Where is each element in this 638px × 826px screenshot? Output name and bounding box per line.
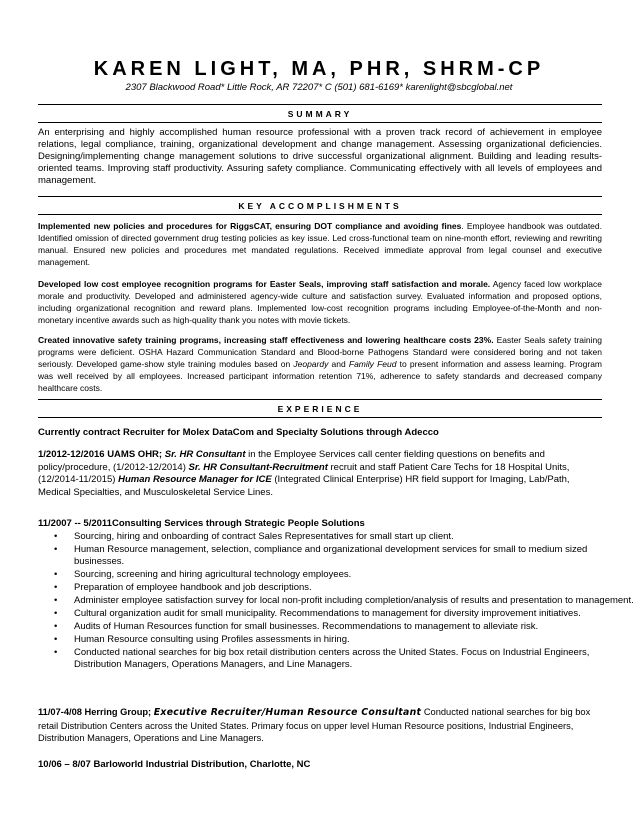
accomplishment-italic: Family Feud (348, 359, 397, 369)
accomplishment-text: Agency faced low workplace morale and productivity. Developed and administered agency-wide culture and satisfaction survey. Evaluated information and proposed options, including organizational recognition and reward plans. Implemented low-cost recognition programs including Employee-of-the-Month and non-monetary incentive awards such as high-quality thank you notes with movie tickets. (38, 279, 602, 325)
uams-entry (38, 449, 602, 499)
list-item: • Sourcing, screening and hiring agricultural technology employees. (74, 569, 634, 581)
accomplishment-text: to present information and assess learning. Program was well received by all employees. Increased participant information retention 71%, adherence to safety standards and decreased company healthcare costs. (38, 359, 603, 393)
uams-text-1: in the Employee Services call center fielding questions on benefits and policy/procedure, (1/2012-12/2014) (38, 449, 545, 473)
consulting-bullet-list (38, 531, 634, 672)
accomplishment-text: and (328, 359, 349, 369)
accomplishment-title: Implemented new policies and procedures for RiggsCAT, ensuring DOT compliance and avoiding fines (38, 221, 462, 231)
candidate-name: KAREN LIGHT, MA, PHR, SHRM-CP (93, 58, 545, 80)
accomplishment-item (38, 278, 602, 326)
summary-heading: SUMMARY (287, 109, 353, 119)
list-item: • Sourcing, hiring and onboarding of contract Sales Representatives for small start up client. (74, 531, 634, 543)
herring-title: Executive Recruiter/Human Resource Consultant (153, 707, 422, 718)
consulting-header: 11/2007 -- 5/2011Consulting Services through Strategic People Solutions (38, 518, 365, 529)
accomplishment-title: Developed low cost employee recognition programs for Easter Seals, improving staff satisfaction and morale. (38, 279, 491, 289)
summary-text: An enterprising and highly accomplished human resource professional with a proven track record of achievement in employee relations, legal compliance, training, organizational development and change management. Assessing organizational deficiencies. Designing/implementing change management solutions to drive successful organizational alignment. Building and leading results-oriented teams. Improving staff productivity. Assuring safety compliance. Communicating effectively with all levels of employees and management. (38, 127, 602, 186)
list-item: • Administer employee satisfaction survey for local non-profit including completion/analysis of results and presentation to management. (74, 595, 634, 607)
summary-rule-top (38, 104, 602, 105)
list-item: • Conducted national searches for big box retail distribution centers across the United States. Focus on Industrial Engineers, Distribution Managers, Operations Managers, and Line Managers. (74, 647, 634, 671)
summary-rule-bottom (38, 122, 602, 123)
list-item: • Preparation of employee handbook and job descriptions. (74, 582, 634, 594)
accomplishment-text: . Employee handbook was outdated. Identified omission of directed government drug testing policies as key issue. Led cross-functional team on nine-month effort, reviewing and rewriting manual. Ensured new policies and procedures met mandated regulations. Received immediate approval from legal counsel and executive management. (38, 221, 602, 267)
herring-text: Conducted national searches for big box retail Distribution Centers across the United States. Primary focus on upper level Human Resource positions, Industrial Engineers, Distribution Managers, Operations and Line Managers. (38, 707, 591, 743)
uams-title-1: Sr. HR Consultant (162, 449, 246, 460)
list-item: • Cultural organization audit for small municipality. Recommendations to management for diversity improvement initiatives. (74, 608, 634, 620)
barloworld-entry: 10/06 – 8/07 Barloworld Industrial Distribution, Charlotte, NC (38, 759, 311, 770)
accomplishment-italic: Jeopardy (293, 359, 329, 369)
accomplishment-title: Created innovative safety training programs, increasing staff effectiveness and lowering healthcare costs 23%. (38, 335, 494, 345)
experience-heading: EXPERIENCE (277, 404, 363, 414)
list-item: • Human Resource management, selection, compliance and organizational development services for small to medium sized businesses. (74, 544, 634, 568)
uams-title-2: Sr. HR Consultant-Recruitment (185, 461, 328, 473)
herring-dates: 11/07-4/08 Herring Group; (38, 707, 152, 717)
list-item: • Audits of Human Resources function for small businesses. Recommendations to management to alleviate risk. (74, 621, 634, 633)
uams-title-3: Human Resource Manager for ICE (115, 474, 272, 485)
accomplishments-rule-top (38, 196, 602, 197)
contact-line: 2307 Blackwood Road* Little Rock, AR 72207* C (501) 681-6169* karenlight@sbcglobal.net (125, 82, 513, 93)
uams-text-2: recruit and staff Patient Care Techs for 18 Hospital Units, (12/2014-11/2015) (38, 461, 570, 485)
experience-rule-top (38, 399, 602, 400)
herring-entry (38, 706, 602, 745)
accomplishment-item (38, 220, 602, 268)
list-item: • Human Resource consulting using Profiles assessments in hiring. (74, 634, 634, 646)
current-role: Currently contract Recruiter for Molex DataCom and Specialty Solutions through Adecco (38, 427, 439, 438)
uams-text-3: (Integrated Clinical Enterprise) HR field support for Imaging, Lab/Path, Medical Specialties, and Musculoskeletal Service Lines. (38, 474, 570, 498)
accomplishment-text: Easter Seals safety training programs were deficient. OSHA Hazard Communication Standard and Blood-borne Pathogens Standard were considered boring and not taken seriously. Developed game-show style training modules based on (38, 335, 602, 369)
uams-dates: 1/2012-12/2016 UAMS OHR; (38, 449, 163, 460)
experience-rule-bottom (38, 417, 602, 418)
accomplishment-item (38, 334, 602, 394)
accomplishments-heading: KEY ACCOMPLISHMENTS (238, 201, 402, 211)
accomplishments-rule-bottom (38, 214, 602, 215)
